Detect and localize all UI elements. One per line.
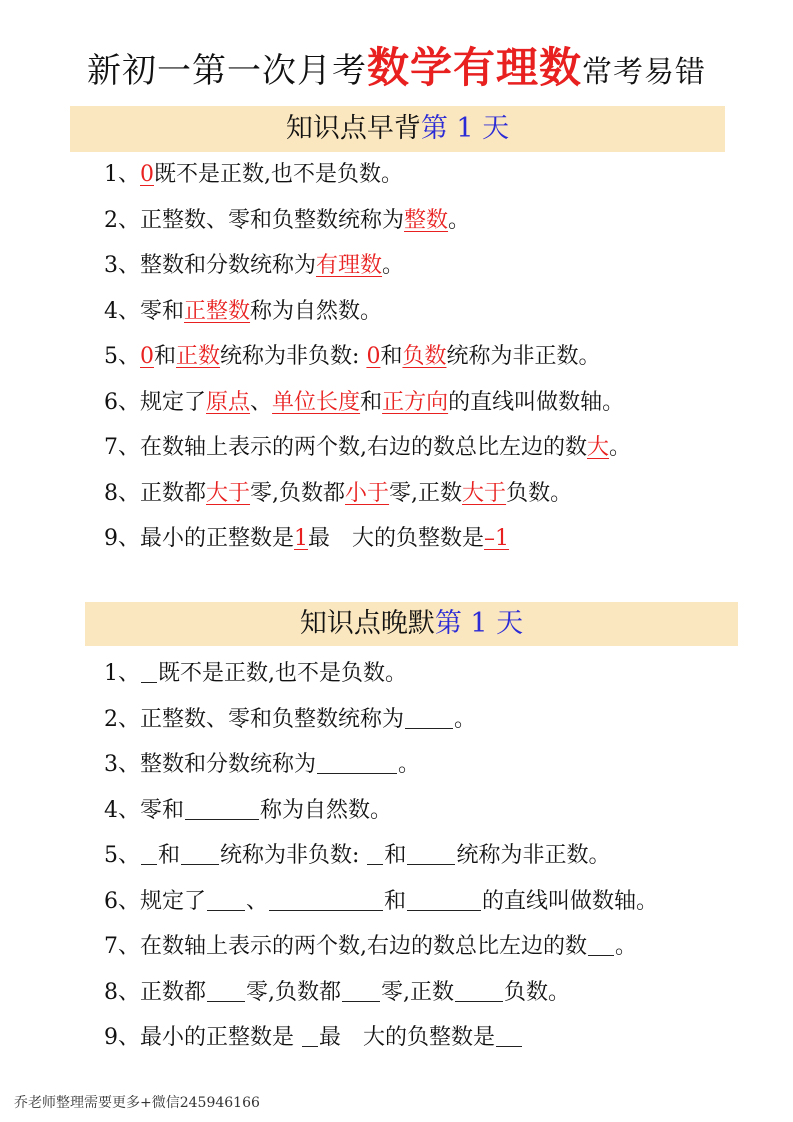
item-text: 的直线叫做数轴。 — [482, 888, 659, 914]
list-item — [104, 742, 658, 788]
item-text: 零和 — [140, 298, 185, 324]
item-text: 整数和分数统称为 — [140, 752, 317, 777]
item-text: 最 大的负整数是 — [308, 526, 485, 551]
answer-blank — [207, 1000, 245, 1002]
answer-text: 大于 — [206, 480, 251, 506]
page-title — [0, 38, 793, 103]
answer-text: 有理数 — [316, 253, 383, 278]
item-text: 负数。 — [506, 480, 573, 506]
list-item — [104, 425, 631, 471]
item-text: 。 — [382, 253, 405, 278]
item-text: 既不是正数,也不是负数。 — [158, 661, 407, 686]
answer-blank — [367, 863, 383, 865]
answer-text: 单位长度 — [272, 389, 361, 415]
list-item — [104, 289, 631, 335]
answer-blank — [185, 818, 259, 820]
item-number: 9、 — [104, 1025, 140, 1050]
item-text: 称为自然数。 — [250, 298, 383, 324]
list-item — [104, 924, 658, 970]
answer-text: 正方向 — [382, 389, 449, 415]
item-text: 正整数、零和负整数统称为 — [140, 706, 405, 732]
item-text: 零,负数都 — [246, 979, 342, 1005]
title-highlight: 数学有理数 — [366, 43, 582, 92]
list-item — [104, 334, 631, 380]
item-number: 1、 — [104, 661, 140, 686]
answer-text: 大于 — [462, 480, 507, 506]
list-item — [104, 1015, 658, 1061]
answer-blank — [407, 909, 481, 911]
answer-text: 正数 — [176, 344, 221, 369]
list-item — [104, 243, 631, 289]
item-text: 在数轴上表示的两个数,右边的数总比左边的数 — [140, 435, 587, 460]
title-prefix: 新初一第一次月考 — [86, 51, 367, 91]
answer-text: 小于 — [345, 480, 390, 506]
list-item — [104, 788, 658, 834]
item-text: 统称为非负数: — [220, 843, 367, 868]
item-number: 6、 — [104, 389, 140, 415]
list-item — [104, 152, 631, 198]
evening-heading: 知识点晚默 — [299, 608, 435, 639]
item-text: 在数轴上表示的两个数,右边的数总比左边的数 — [140, 934, 587, 959]
item-number: 9、 — [104, 526, 140, 551]
item-text: 和 — [384, 843, 407, 868]
item-text: 零,正数 — [381, 979, 455, 1005]
item-text: 最小的正整数是 — [140, 1025, 301, 1050]
item-number: 2、 — [104, 706, 140, 732]
list-item — [104, 970, 658, 1016]
item-text: 零和 — [140, 797, 185, 823]
answer-text: 整数 — [404, 207, 449, 233]
answer-blank — [302, 1045, 318, 1047]
item-number: 5、 — [104, 344, 140, 369]
evening-day: 第 1 天 — [434, 608, 524, 639]
answer-text: 原点 — [206, 389, 251, 415]
item-text: 。 — [448, 207, 471, 233]
item-text: 统称为非正数。 — [446, 344, 601, 369]
item-number: 1、 — [104, 162, 140, 187]
item-text: 。 — [609, 435, 632, 460]
item-text: 称为自然数。 — [260, 797, 393, 823]
item-text: 整数和分数统称为 — [140, 253, 317, 278]
item-number: 3、 — [104, 253, 140, 278]
evening-list — [104, 651, 658, 1061]
item-text: 。 — [398, 752, 421, 777]
item-number: 7、 — [104, 934, 140, 959]
answer-text: 0 — [140, 162, 154, 187]
item-text: 统称为非正数。 — [456, 843, 611, 868]
item-text: 最 大的负整数是 — [319, 1025, 496, 1050]
answer-text: 1 — [294, 526, 309, 551]
answer-blank — [141, 681, 157, 683]
answer-blank — [455, 1000, 503, 1002]
item-text: 和 — [380, 344, 403, 369]
item-text: 正整数、零和负整数统称为 — [140, 207, 405, 233]
item-text: 零,正数 — [389, 480, 463, 506]
item-text: 规定了 — [140, 888, 207, 914]
item-number: 8、 — [104, 480, 140, 506]
list-item — [104, 697, 658, 743]
item-text: 最小的正整数是 — [140, 526, 295, 551]
answer-text: 0 — [366, 344, 381, 369]
list-item — [104, 833, 658, 879]
item-text: 规定了 — [140, 389, 207, 415]
item-text: 的直线叫做数轴。 — [448, 389, 625, 415]
answer-blank — [342, 1000, 380, 1002]
answer-blank — [496, 1045, 522, 1047]
answer-blank — [181, 863, 219, 865]
item-text: 既不是正数,也不是负数。 — [154, 162, 403, 187]
item-text: 、 — [246, 888, 269, 914]
answer-blank — [269, 909, 383, 911]
item-number: 2、 — [104, 207, 140, 233]
answer-text: 0 — [140, 344, 154, 369]
item-text: 负数。 — [504, 979, 571, 1005]
list-item — [104, 471, 631, 517]
answer-blank — [141, 863, 157, 865]
list-item — [104, 516, 631, 562]
answer-text: 负数 — [402, 344, 447, 369]
item-number: 7、 — [104, 435, 140, 460]
morning-day: 第 1 天 — [420, 113, 510, 144]
morning-heading: 知识点早背 — [285, 113, 421, 144]
title-suffix: 常考易错 — [582, 55, 706, 90]
footer-note: 乔老师整理需要更多+微信245946166 — [14, 1095, 260, 1111]
item-text: 和 — [154, 344, 177, 369]
item-number: 6、 — [104, 888, 140, 914]
answer-blank — [207, 909, 245, 911]
item-text: 、 — [250, 389, 273, 415]
answer-blank — [588, 954, 614, 956]
item-text: 和 — [158, 843, 181, 868]
item-number: 4、 — [104, 298, 140, 324]
morning-list — [104, 152, 631, 562]
item-text: 。 — [454, 706, 477, 732]
morning-section-header — [70, 106, 725, 152]
item-text: 。 — [615, 934, 638, 959]
list-item — [104, 651, 658, 697]
item-text: 零,负数都 — [250, 480, 346, 506]
evening-section-header — [85, 602, 738, 646]
item-text: 正数都 — [140, 480, 207, 506]
item-text: 和 — [384, 888, 407, 914]
answer-text: 大 — [587, 435, 610, 460]
list-item — [104, 879, 658, 925]
item-text: 和 — [360, 389, 383, 415]
answer-text: –1 — [484, 526, 510, 551]
answer-text: 正整数 — [184, 298, 251, 324]
answer-blank — [405, 727, 453, 729]
answer-blank — [407, 863, 455, 865]
list-item — [104, 198, 631, 244]
item-text: 正数都 — [140, 979, 207, 1005]
item-text: 统称为非负数: — [220, 344, 367, 369]
list-item — [104, 380, 631, 426]
item-number: 3、 — [104, 752, 140, 777]
answer-blank — [317, 772, 397, 774]
item-number: 8、 — [104, 979, 140, 1005]
item-number: 4、 — [104, 797, 140, 823]
item-number: 5、 — [104, 843, 140, 868]
